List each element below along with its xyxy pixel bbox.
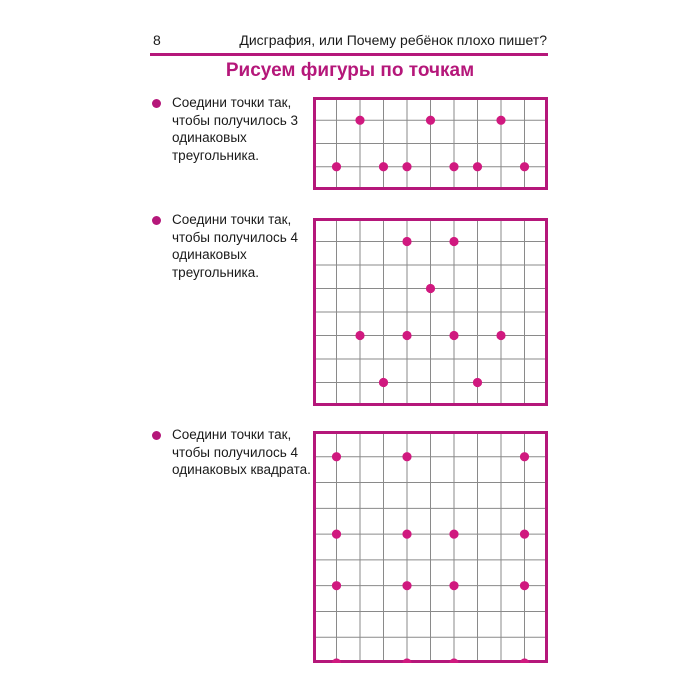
grid-dot[interactable] <box>449 237 458 246</box>
grid-dot[interactable] <box>332 658 341 663</box>
task-1-dot-grid[interactable] <box>313 97 548 190</box>
task-1-bullet <box>152 99 161 108</box>
running-title: Дисграфия, или Почему ребёнок плохо пишет? <box>239 32 547 48</box>
grid-dot[interactable] <box>520 658 529 663</box>
grid-dot[interactable] <box>402 581 411 590</box>
grid-dot[interactable] <box>402 237 411 246</box>
grid-dot[interactable] <box>332 452 341 461</box>
task-2-bullet <box>152 216 161 225</box>
task-1-text: Соедини точки так, чтобы получилось 3 одинаковых треугольника. <box>172 95 299 163</box>
grid-dot[interactable] <box>332 581 341 590</box>
grid-dot[interactable] <box>449 658 458 663</box>
grid-dot[interactable] <box>402 162 411 171</box>
grid-dot[interactable] <box>473 378 482 387</box>
grid-dot[interactable] <box>520 452 529 461</box>
section-title: Рисуем фигуры по точкам <box>225 60 475 81</box>
page-number: 8 <box>153 32 161 48</box>
grid-dot[interactable] <box>355 331 364 340</box>
header-rule <box>150 53 548 56</box>
grid-dot[interactable] <box>496 331 505 340</box>
grid-dot[interactable] <box>379 378 388 387</box>
grid-dot[interactable] <box>473 162 482 171</box>
task-2-text: Соедини точки так, чтобы получилось 4 одинаковых треугольника. <box>172 212 299 280</box>
grid-dot[interactable] <box>449 530 458 539</box>
grid-dot[interactable] <box>496 116 505 125</box>
grid-dot[interactable] <box>426 284 435 293</box>
grid-dot[interactable] <box>449 162 458 171</box>
grid-dot[interactable] <box>332 162 341 171</box>
grid-dot[interactable] <box>426 116 435 125</box>
grid-dot[interactable] <box>449 581 458 590</box>
grid-dot[interactable] <box>402 658 411 663</box>
grid-dot[interactable] <box>402 530 411 539</box>
task-3-text: Соедини точки так, чтобы получилось 4 одинаковых квадрата. <box>172 427 311 477</box>
grid-dot[interactable] <box>402 331 411 340</box>
grid-dot[interactable] <box>402 452 411 461</box>
grid-dot[interactable] <box>355 116 364 125</box>
task-3-dot-grid[interactable] <box>313 431 548 663</box>
grid-dot[interactable] <box>449 331 458 340</box>
grid-dot[interactable] <box>520 162 529 171</box>
grid-dot[interactable] <box>379 162 388 171</box>
task-2-dot-grid[interactable] <box>313 218 548 406</box>
grid-dot[interactable] <box>520 581 529 590</box>
grid-dot[interactable] <box>520 530 529 539</box>
grid-dot[interactable] <box>332 530 341 539</box>
task-3-bullet <box>152 431 161 440</box>
